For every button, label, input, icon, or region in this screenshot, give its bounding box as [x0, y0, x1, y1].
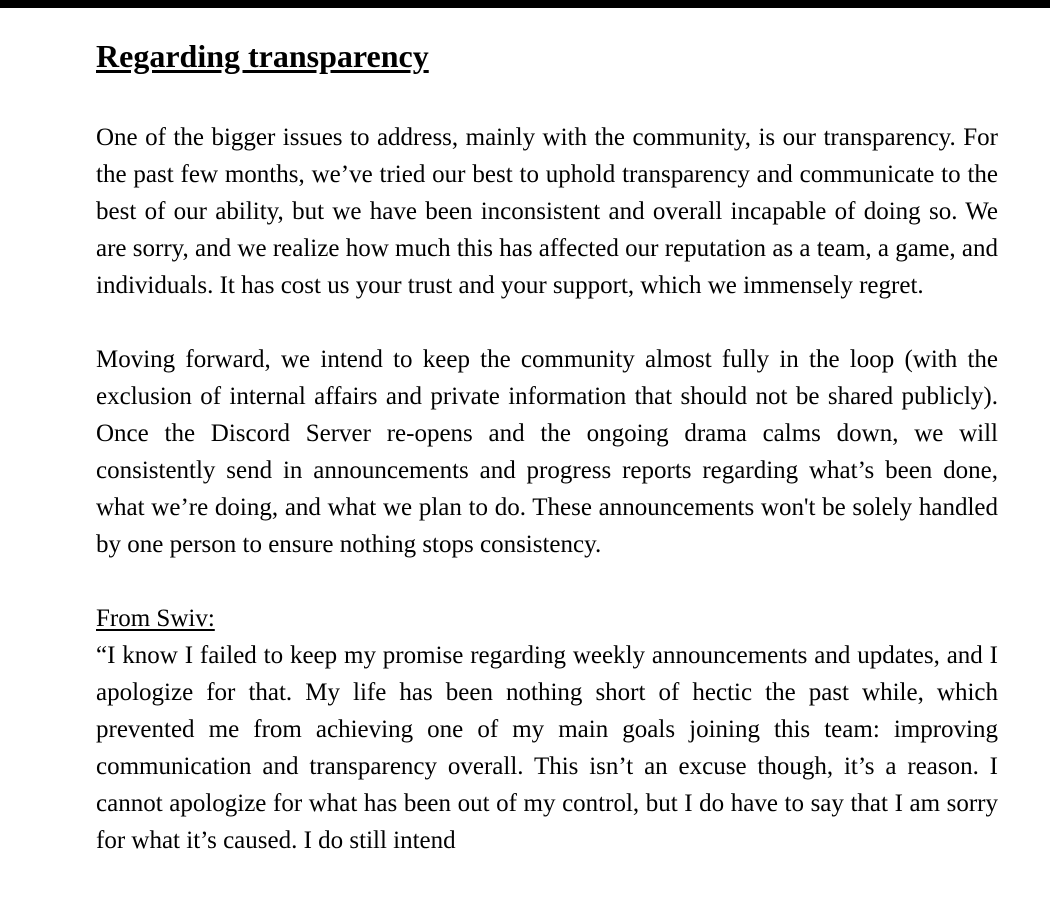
- swiv-quote: “I know I failed to keep my promise regarding weekly announcements and updates, and I apologize for that. My life has been nothing short of hectic the past while, which prevented me from achieving one of my main goals joining this team: improving communication and transparency overall. This isn’t an excuse though, it’s a reason. I cannot apologize for what has been out of my control, but I do have to say that I am sorry for what it’s caused. I do still intend: [96, 642, 998, 854]
- paragraph-moving-forward: Moving forward, we intend to keep the community almost fully in the loop (with the exclusion of internal affairs and private information that should not be shared publicly). Once the Discord Server re-opens and the ongoing drama calms down, we will consistently send in announcements and progress reports regarding what’s been done, what we’re doing, and what we plan to do. These announcements won't be solely handled by one person to ensure nothing stops consistency.: [96, 346, 998, 558]
- paragraph-transparency-issue: One of the bigger issues to address, mainly with the community, is our transparency. For the past few months, we’ve tried our best to uphold transparency and communicate to the best of our ability, but we have been inconsistent and overall incapable of doing so. We are sorry, and we realize how much this has affected our reputation as a team, a game, and individuals. It has cost us your trust and your support, which we immensely regret.: [96, 124, 998, 299]
- top-bar: [0, 0, 1050, 8]
- document-body: [96, 34, 998, 859]
- from-swiv-label: From Swiv:: [96, 605, 215, 632]
- section-heading: Regarding transparency: [96, 38, 429, 74]
